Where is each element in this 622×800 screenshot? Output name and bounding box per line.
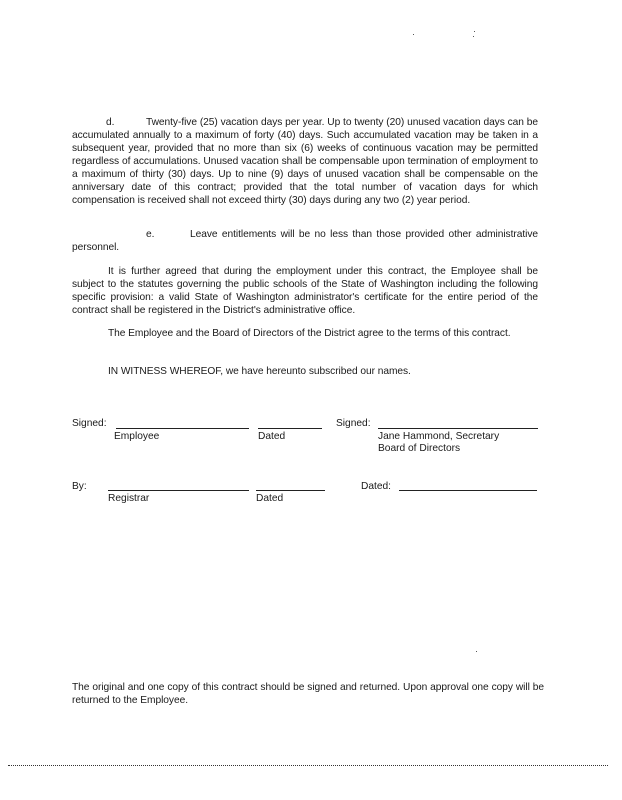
clause-d [72, 116, 538, 207]
further-agreed-paragraph [72, 265, 538, 317]
by-label: By: [72, 481, 87, 492]
right-date-line[interactable] [399, 490, 537, 491]
footer-note [72, 681, 544, 707]
secretary-signature-line[interactable] [378, 428, 538, 429]
scan-speck [413, 34, 414, 35]
signed-label-right: Signed: [336, 418, 371, 429]
secretary-name: Jane Hammond, Secretary [378, 431, 500, 442]
employee-signature-line[interactable] [116, 428, 249, 429]
agreement-paragraph [72, 327, 538, 340]
dated-label-2: Dated [256, 493, 284, 504]
scan-speck [474, 31, 475, 32]
employee-date-line[interactable] [258, 428, 322, 429]
footer-note-text: The original and one copy of this contract should be signed and returned. Upon approval one copy will be returned to the Employee. [72, 682, 544, 706]
witness-paragraph [72, 365, 538, 378]
clause-d-letter: d. [106, 117, 115, 128]
signed-label-left: Signed: [72, 418, 107, 429]
clause-d-text: Twenty-five (25) vacation days per year. Up to twenty (20) unused vacation days can be accumulated annually to a maximum of forty (40) days. Such accumulated vacation may be taken in a subsequent year, provided that no more than six (6) weeks of continuous vacation may be permitted regardless of accumulations. Unused vacation shall be compensable upon termination of employment to a maximum of thirty (30) days. Up to nine (9) days of unused vacation shall be compensable on the anniversary date of this contract; provided that the total number of vacation days for which compensation is received shall not exceed thirty (30) days during any two (2) year period. [72, 117, 538, 206]
clause-e-text: Leave entitlements will be no less than those provided other administrative personnel. [72, 229, 538, 253]
dated-label-1: Dated [258, 431, 286, 442]
clause-e-letter: e. [146, 229, 155, 240]
secretary-title: Board of Directors [378, 443, 461, 454]
scan-speck [476, 651, 477, 652]
agreement-text: The Employee and the Board of Directors of the District agree to the terms of this contract. [108, 328, 511, 339]
witness-text: IN WITNESS WHEREOF, we have hereunto subscribed our names. [108, 366, 411, 377]
further-agreed-text: It is further agreed that during the employment under this contract, the Employee shall be subject to the statutes governing the public schools of the State of Washington including the following specific provision: a valid State of Washington administrator's certificate for the entire period of the contract shall be registered in the District's administrative office. [72, 266, 538, 316]
registrar-label: Registrar [108, 493, 150, 504]
scan-speck [473, 36, 474, 37]
registrar-signature-line[interactable] [108, 490, 249, 491]
bottom-scan-rule [8, 765, 608, 766]
employee-label: Employee [114, 431, 160, 442]
clause-e [72, 228, 538, 254]
registrar-date-line[interactable] [256, 490, 325, 491]
dated-label-right: Dated: [361, 481, 392, 492]
